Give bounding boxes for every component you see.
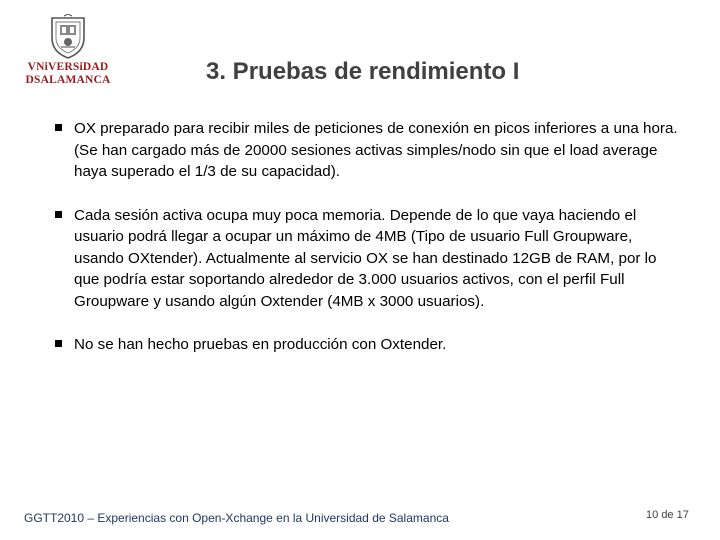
square-bullet-icon [55, 340, 62, 347]
page-number [646, 509, 689, 521]
university-seal-icon [48, 14, 88, 60]
bullet-text: Cada sesión activa ocupa muy poca memoria. Depende de lo que vaya haciendo el usuario podrá llegar a ocupar un máximo de 4MB (Tipo de usuario Full Groupware, usando OXtender). Actualmente al servicio OX se han destinado 12GB de RAM, por lo que podría estar soportando alrededor de 3.000 usuarios activos, con el perfil Full Groupware y usando algún Oxtender (4MB x 3000 usuarios). [74, 206, 657, 310]
university-logo [22, 14, 114, 90]
bullet-text: No se han hecho pruebas en producción con Oxtender. [74, 336, 447, 353]
bullet-text: OX preparado para recibir miles de peticiones de conexión en picos inferiores a una hora.(Se han cargado más de 20000 sesiones activas simples/nodo sin que el load average haya superado el 1/3 de su capacidad). [74, 120, 678, 180]
bullet-list [52, 118, 692, 356]
page-separator: de [661, 509, 674, 521]
slide-title: 3. Pruebas de rendimiento I [206, 58, 520, 85]
square-bullet-icon [55, 211, 62, 218]
bullet-item [52, 205, 692, 313]
logo-line-1: VNiVERSiDAD [27, 61, 109, 73]
page-total: 17 [676, 509, 689, 521]
logo-line-2: DSALAMANCA [25, 74, 111, 86]
footer-text: GGTT2010 – Experiencias con Open-Xchange en la Universidad de Salamanca [24, 511, 449, 525]
bullet-item [52, 334, 692, 356]
bullet-item [52, 118, 692, 183]
page-current: 10 [646, 509, 659, 521]
square-bullet-icon [55, 124, 62, 131]
